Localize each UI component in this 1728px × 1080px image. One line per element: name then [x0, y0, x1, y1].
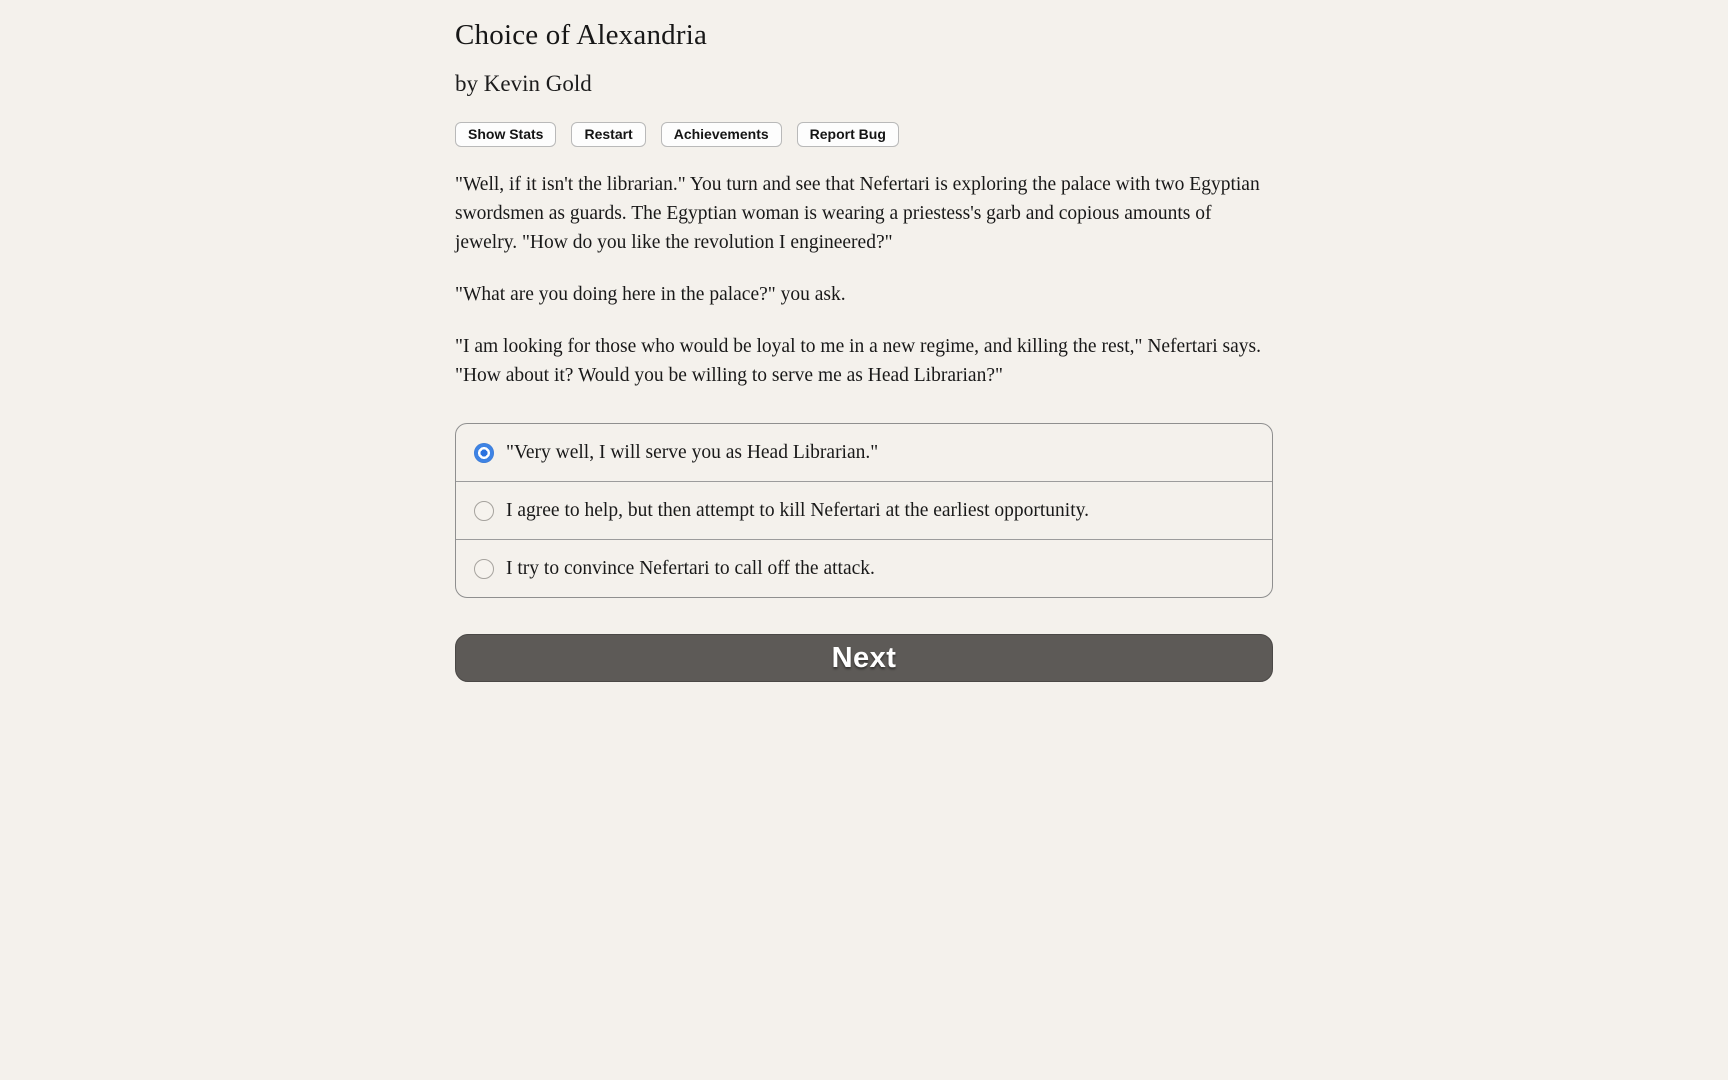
- radio-button-icon[interactable]: [474, 501, 494, 521]
- choice-list: [455, 423, 1273, 598]
- achievements-button[interactable]: Achievements: [661, 122, 782, 147]
- content-column: [455, 0, 1273, 682]
- choice-option-3[interactable]: [456, 540, 1272, 597]
- page-title: Choice of Alexandria: [455, 19, 708, 51]
- radio-button-icon[interactable]: [474, 559, 494, 579]
- report-bug-button[interactable]: Report Bug: [797, 122, 899, 147]
- choice-option-1[interactable]: [456, 424, 1272, 482]
- story-text: [455, 170, 1273, 390]
- author-byline: by Kevin Gold: [455, 71, 592, 96]
- choice-option-label: "Very well, I will serve you as Head Librarian.": [506, 441, 879, 463]
- choice-option-2[interactable]: [456, 482, 1272, 540]
- story-paragraph: "What are you doing here in the palace?" you ask.: [455, 284, 846, 305]
- restart-button[interactable]: Restart: [571, 122, 645, 147]
- choice-option-label: I agree to help, but then attempt to kill Nefertari at the earliest opportunity.: [506, 499, 1090, 521]
- story-paragraph: "I am looking for those who would be loyal to me in a new regime, and killing the rest," Nefertari says. "How about it? Would you be willing to serve me as Head Librarian?": [455, 336, 1262, 386]
- story-paragraph: "Well, if it isn't the librarian." You turn and see that Nefertari is exploring the palace with two Egyptian swordsmen as guards. The Egyptian woman is wearing a priestess's garb and copious amounts of jewelry. "How do you like the revolution I engineered?": [455, 174, 1260, 253]
- next-button[interactable]: Next: [455, 634, 1273, 682]
- toolbar: [455, 122, 1273, 147]
- radio-button-icon[interactable]: [474, 443, 494, 463]
- choice-option-label: I try to convince Nefertari to call off the attack.: [506, 557, 875, 579]
- show-stats-button[interactable]: Show Stats: [455, 122, 556, 147]
